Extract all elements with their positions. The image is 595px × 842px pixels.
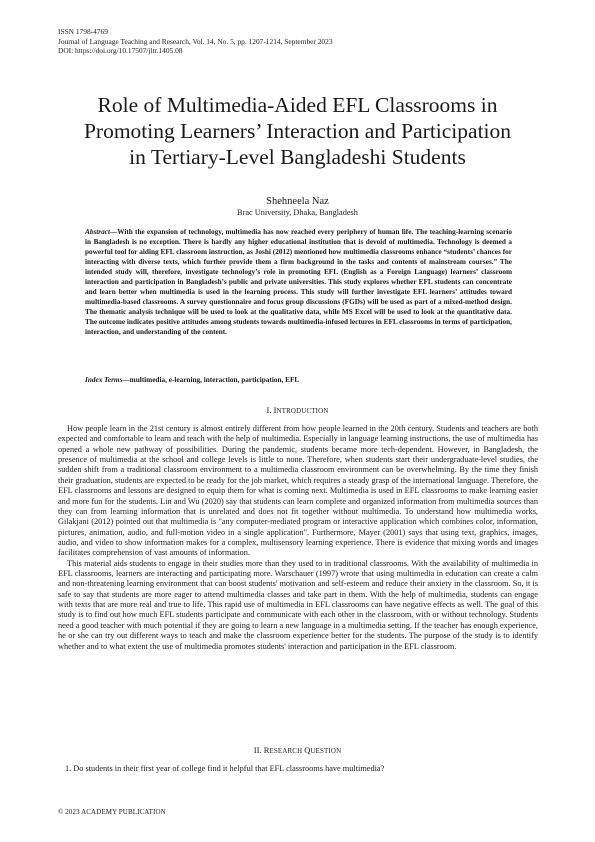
- author-affiliation: Brac University, Dhaka, Bangladesh: [237, 208, 358, 217]
- abstract-text: With the expansion of technology, multimedia has now reached every periphery of human life. The teaching-learning scenario in Bangladesh is no exception. There is hardly any higher educational institution that is devoid of multimedia. Technology is deemed a powerful tool for aiding EFL classroom instruction, as Joshi (2012) mentioned how multimedia classrooms enhance “students’ chances for interacting with diverse texts, which further provide them a firm background in the tasks and contents of mainstream courses.” The intended study will, therefore, investigate technology’s role in promoting EFL (English as a Foreign Language) learners’ classroom interaction and participation in Bangladesh’s public and private universities. This study explores whether EFL students can concentrate and learn better when multimedia is used in the learning process. This study will further investigate EFL learners’ attitudes toward multimedia-based classrooms. A survey questionnaire and focus group discussions (FGDs) will be used as part of a mixed-method design. The thematic analysis technique will be used to look at the qualitative data, while MS Excel will be used to look at the quantitative data. The outcome indicates positive attitudes among students towards multimedia-infused lectures in EFL classrooms in terms of participation, interaction, and understanding of the content.: [85, 228, 512, 336]
- abstract: [85, 228, 512, 337]
- journal-header: [58, 27, 333, 56]
- journal-citation-line: Journal of Language Teaching and Research, Vol. 14, No. 5, pp. 1207-1214, September 2023: [58, 36, 333, 46]
- index-terms-label: Index Terms: [85, 376, 123, 384]
- section-numeral: II.: [253, 745, 264, 755]
- intro-paragraph-1: How people learn in the 21st century is almost entirely different from how people learned in the 20th century. Students and teachers are both expected and comfortable to learn and teach with the help of multimedia. Especially in language learning instructions, the use of multimedia has opened a whole new pathway of possibilities. During the pandemic, students became more tech-dependent. However, in Bangladesh, the presence of multimedia at the school and college levels is little to none. Therefore, when students start their undergraduate-level studies, the sudden shift from a traditional classroom environment to a multimedia classroom environment can be overwhelming. By the time they finish their graduation, students are expected to be ready for the job market, which requires a steady grasp of the international language. Therefore, the EFL classrooms and lessons are designed to equip them for what is coming next. Multimedia is used in EFL classrooms to make learning easier and more fun for the students. Lin and Wu (2020) say that students can learn complete and organized information from multimedia sources than they can from learning information that is unrelated and does not fit together without multimedia. To understand how multimedia works, Gilakjani (2012) pointed out that multimedia is "any computer-mediated program or interactive application which combines color, information, pictures, animation, audio, and full-motion video in a single application". Furthermore, Mayer (2001) says that using text, graphics, images, audio, and video to show information makes for a complex, multisensory learning experience. There is evidence that mixing words and images facilitates comprehension of vast amounts of information.: [58, 424, 538, 558]
- title-line-2: Promoting Learners’ Interaction and Participation: [83, 119, 512, 143]
- footer-copyright: © 2023 ACADEMY PUBLICATION: [58, 808, 166, 816]
- section-heading-research-question: [0, 745, 595, 757]
- doi-line[interactable]: DOI: https://doi.org/10.17507/jltr.1405.08: [58, 46, 183, 56]
- section-heading-introduction: [0, 405, 595, 417]
- index-terms: [85, 376, 512, 386]
- intro-paragraph-2: This material aids students to engage in their studies more than they used to in traditional classrooms. With the availability of multimedia in EFL classrooms, learners are interacting and participating more. Warschauer (1997) wrote that using multimedia in education can create a calm and non-threatening learning environment that can boost students' motivation and self-esteem and reduce their anxiety in the classroom. So, it is safe to say that students are more eager to attend multimedia classes and take part in them. With the help of multimedia, students can engage with texts that are more real and true to life. This rapid use of multimedia in EFL classrooms can have negative effects as well. The goal of this study is to find out how much EFL students participate and communicate with each other in the classroom, with or without technology. Students need a good teacher with much potential if they are going to learn a new language in a multimedia setting. If the teacher has enough experience, he or she can try out different ways to teach and make the classroom experience better for the students. The purpose of the study is to identify whether and to what extent the use of multimedia promotes students' interaction and participation in the EFL classroom.: [58, 558, 538, 651]
- section-initial: Q: [304, 745, 311, 755]
- section-initial: I: [273, 405, 277, 415]
- section-rest: ESEARCH: [269, 748, 305, 755]
- issn-line: ISSN 1798-4769: [58, 27, 108, 36]
- research-question-1: 1. Do students in their first year of college find it helpful that EFL classrooms have multimedia?: [65, 764, 385, 773]
- paper-title: [50, 92, 545, 170]
- author-name: Shehneela Naz: [266, 196, 329, 207]
- index-terms-dash: —: [122, 376, 130, 384]
- title-line-3: in Tertiary-Level Bangladeshi Students: [129, 145, 466, 169]
- title-line-1: Role of Multimedia-Aided EFL Classrooms in: [97, 93, 498, 117]
- introduction-body: [58, 424, 538, 652]
- abstract-label: Abstract: [85, 228, 110, 236]
- section-rest: UESTION: [310, 748, 342, 755]
- section-rest: NTRODUCTION: [276, 408, 329, 415]
- index-terms-text: multimedia, e-learning, interaction, participation, EFL: [129, 376, 300, 384]
- section-initial: R: [263, 745, 270, 755]
- section-numeral: I.: [266, 405, 274, 415]
- abstract-dash: —: [109, 228, 118, 236]
